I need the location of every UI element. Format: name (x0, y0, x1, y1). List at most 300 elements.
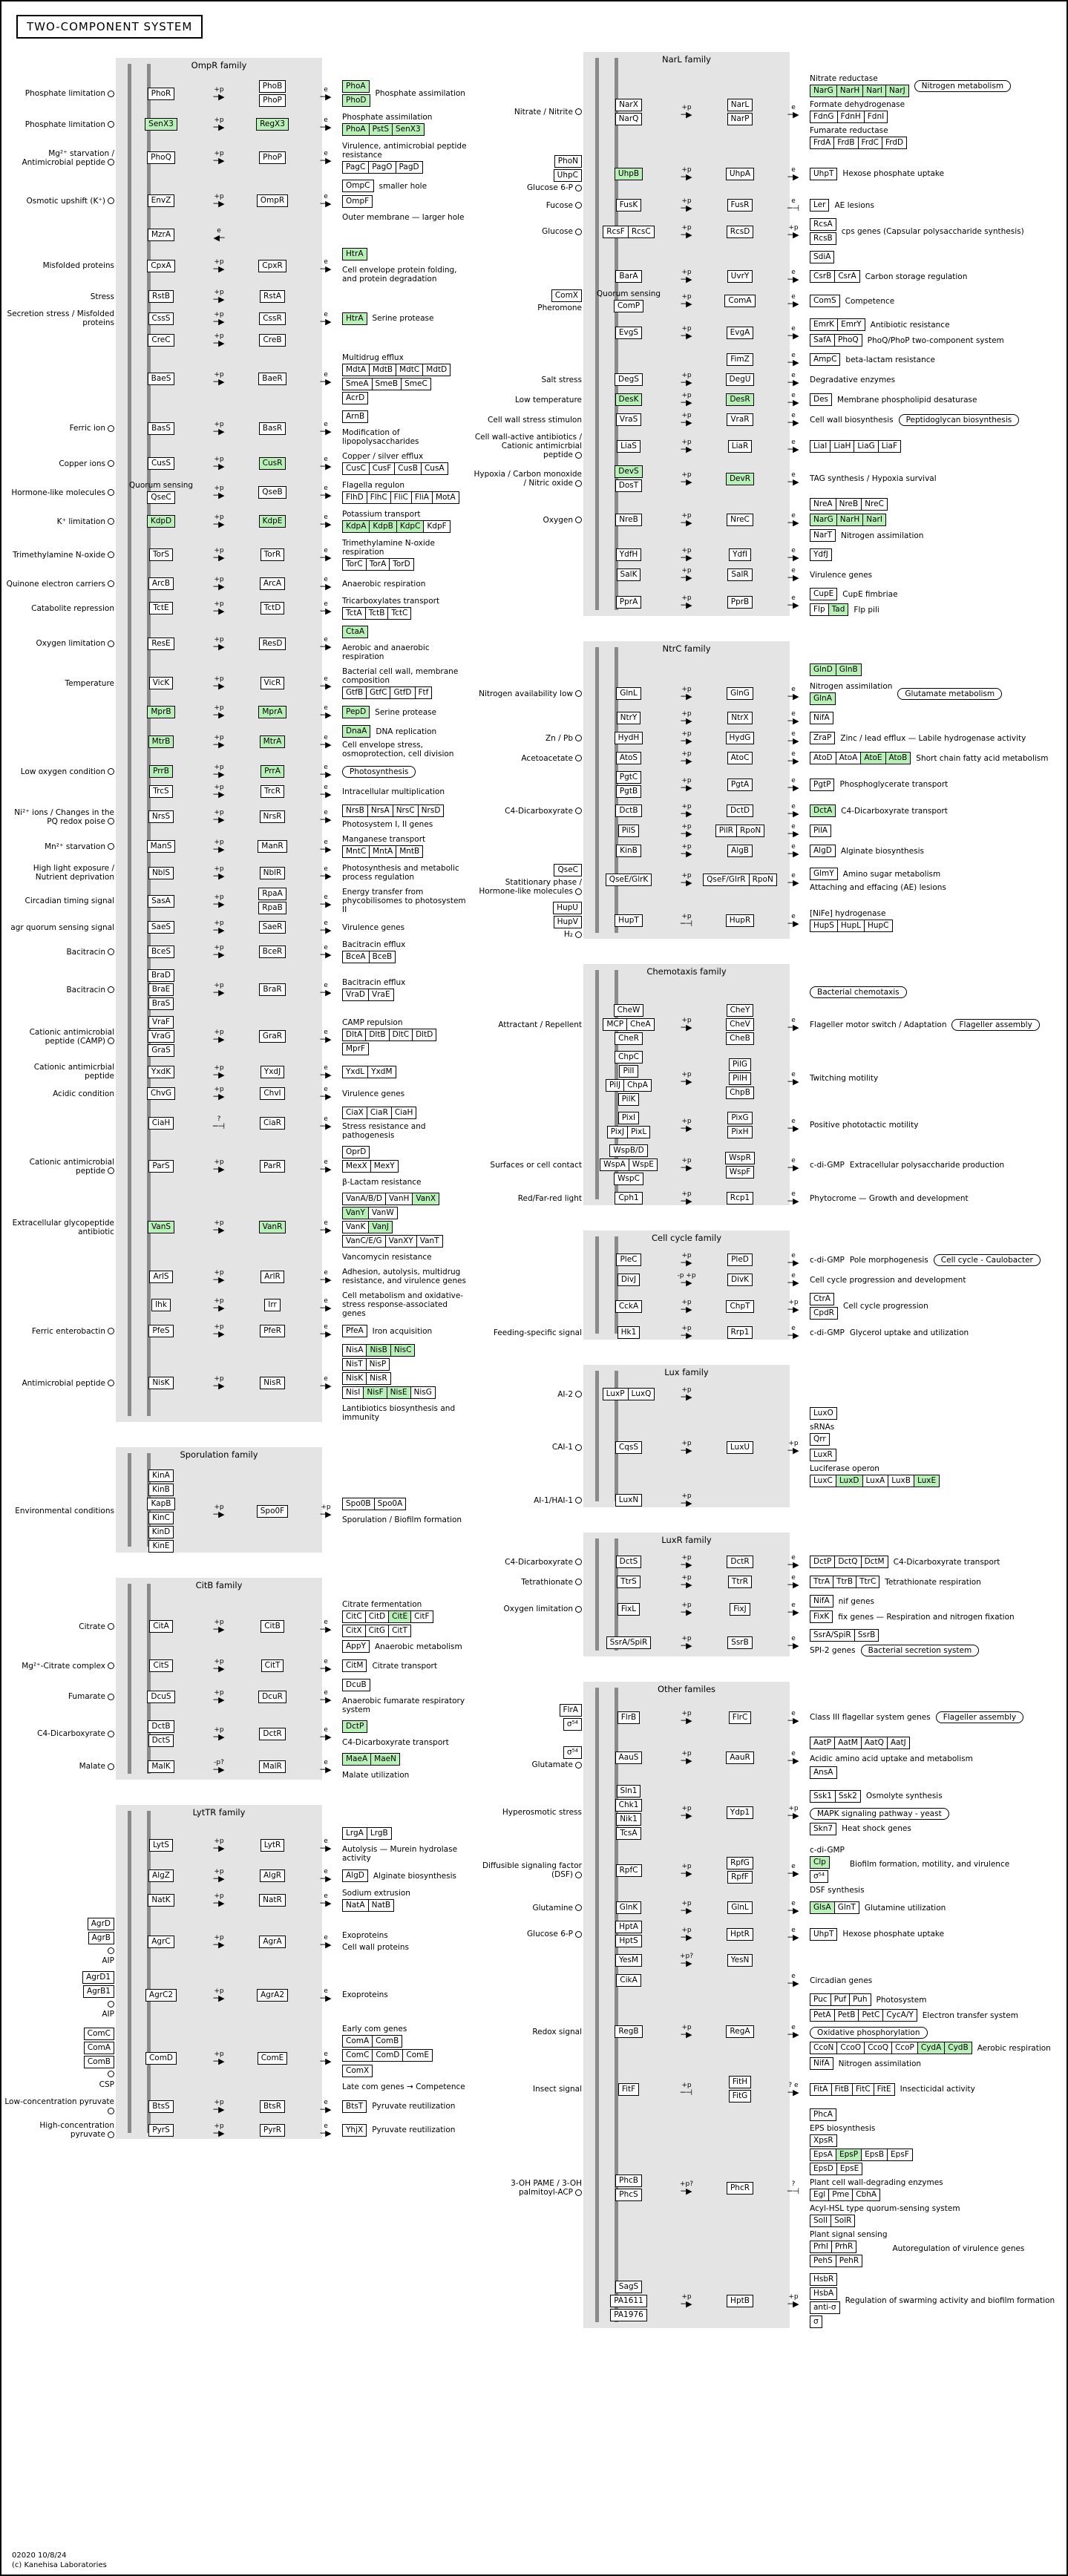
gene-box-vanr[interactable]: VanR (259, 1221, 286, 1233)
gene-box-pa1976[interactable]: PA1976 (610, 2309, 647, 2321)
gene-box-degs[interactable]: DegS (615, 373, 643, 386)
gene-box-fitc[interactable]: FitC (852, 2083, 874, 2096)
gene-box-rpff[interactable]: RpfF (727, 1871, 753, 1884)
gene-box-mprf[interactable]: MprF (342, 1043, 369, 1055)
gene-box-[interactable]: σ⁵⁴ (563, 1746, 582, 1759)
gene-box-sln1[interactable]: Sln1 (617, 1785, 641, 1797)
gene-box-phon[interactable]: PhoN (554, 155, 582, 168)
gene-box-pgta[interactable]: PgtA (727, 779, 753, 791)
gene-box-comc[interactable]: ComC (84, 2028, 114, 2040)
gene-box-prhi[interactable]: PrhI (810, 2241, 832, 2253)
gene-box-btsr[interactable]: BtsR (260, 2100, 285, 2113)
gene-box-acrd[interactable]: AcrD (342, 392, 368, 404)
gene-box-fita[interactable]: FitA (810, 2083, 832, 2096)
gene-box-clp[interactable]: Clp (810, 1856, 830, 1869)
gene-box-hptb[interactable]: HptB (727, 2295, 753, 2307)
gene-box-dcub[interactable]: DcuB (342, 1679, 370, 1691)
gene-box-epsa[interactable]: EpsA (810, 2149, 836, 2161)
gene-box-tora[interactable]: TorA (366, 558, 390, 571)
gene-box-dcta[interactable]: DctA (810, 804, 836, 817)
gene-box-cusb[interactable]: CusB (394, 462, 422, 475)
gene-box-agrc[interactable]: AgrC (148, 1936, 174, 1948)
gene-box-kdpd[interactable]: KdpD (147, 515, 175, 528)
gene-box-cusa[interactable]: CusA (421, 462, 448, 475)
gene-box-dctr[interactable]: DctR (727, 1556, 753, 1568)
gene-box-yesm[interactable]: YesM (615, 1954, 642, 1967)
gene-box-mntc[interactable]: MntC (342, 845, 370, 858)
gene-box-kinb[interactable]: KinB (148, 1484, 174, 1496)
gene-box-natk[interactable]: NatK (148, 1894, 174, 1907)
gene-box-kinb[interactable]: KinB (616, 845, 641, 857)
gene-box-rstb[interactable]: RstB (148, 290, 174, 303)
gene-box-fusk[interactable]: FusK (616, 199, 641, 212)
gene-box-frdc[interactable]: FrdC (858, 137, 882, 149)
gene-box-ttrs[interactable]: TtrS (617, 1576, 641, 1588)
gene-box-tcte[interactable]: TctE (149, 602, 172, 614)
gene-box-mexy[interactable]: MexY (370, 1160, 399, 1173)
gene-box-pgtc[interactable]: PgtC (616, 771, 641, 784)
gene-box-fixj[interactable]: FixJ (730, 1603, 750, 1616)
gene-box-kdpf[interactable]: KdpF (423, 520, 450, 533)
gene-box-cpdr[interactable]: CpdR (810, 1307, 838, 1320)
gene-box-crec[interactable]: CreC (148, 334, 174, 347)
gene-box-tctb[interactable]: TctB (365, 607, 389, 620)
gene-box-comb[interactable]: ComB (84, 2056, 114, 2068)
gene-box-divk[interactable]: DivK (727, 1274, 753, 1286)
gene-box-ihk[interactable]: Ihk (151, 1299, 171, 1311)
gene-box-pilr[interactable]: PilR (715, 825, 737, 837)
gene-box-liar[interactable]: LiaR (728, 440, 753, 453)
gene-box-phoa[interactable]: PhoA (342, 80, 370, 93)
gene-box-ntry[interactable]: NtrY (617, 712, 641, 724)
gene-box-nata[interactable]: NatA (342, 1899, 369, 1912)
gene-box-nari[interactable]: NarI (862, 85, 886, 97)
gene-box-hupv[interactable]: HupV (554, 916, 582, 928)
gene-box-safa[interactable]: SafA (810, 334, 835, 347)
gene-box-nisb[interactable]: NisB (366, 1344, 390, 1357)
gene-box-rpab[interactable]: RpaB (258, 902, 286, 914)
gene-box-wspc[interactable]: WspC (614, 1173, 643, 1185)
gene-box-uvry[interactable]: UvrY (727, 270, 753, 283)
gene-box-mans[interactable]: ManS (147, 840, 176, 853)
gene-box-plec[interactable]: PleC (616, 1253, 641, 1266)
gene-box-salr[interactable]: SalR (727, 568, 752, 581)
gene-box-hpts[interactable]: HptS (615, 1935, 641, 1947)
gene-box-atoc[interactable]: AtoC (727, 752, 753, 764)
gene-box-dctp[interactable]: DctP (342, 1720, 367, 1733)
gene-box-fimz[interactable]: FimZ (727, 353, 753, 366)
gene-box-ssrb[interactable]: SsrB (854, 1629, 879, 1642)
gene-box-spo0b[interactable]: Spo0B (342, 1498, 375, 1510)
gene-box-cssr[interactable]: CssR (259, 312, 286, 325)
gene-box-tad[interactable]: Tad (828, 603, 849, 616)
gene-box-cusc[interactable]: CusC (342, 462, 370, 475)
gene-box-pyrr[interactable]: PyrR (260, 2124, 285, 2137)
gene-box-nrea[interactable]: NreA (810, 498, 836, 511)
gene-box-narl[interactable]: NarL (727, 99, 753, 111)
gene-box-kinc[interactable]: KinC (148, 1512, 174, 1524)
gene-box-narp[interactable]: NarP (727, 113, 753, 125)
gene-box-chew[interactable]: CheW (614, 1004, 644, 1017)
gene-box-vank[interactable]: VanK (342, 1221, 369, 1233)
gene-box-saer[interactable]: SaeR (259, 921, 286, 934)
gene-box-sags[interactable]: SagS (615, 2281, 642, 2293)
gene-box-ssrb[interactable]: SsrB (727, 1636, 753, 1649)
gene-box-nifa[interactable]: NifA (810, 2057, 833, 2070)
gene-box-ftf[interactable]: Ftf (415, 686, 433, 699)
gene-box-rpon[interactable]: RpoN (749, 874, 777, 886)
gene-box-wspb-d[interactable]: WspB/D (609, 1144, 647, 1157)
gene-box-mnta[interactable]: MntA (369, 845, 396, 858)
gene-box-narg[interactable]: NarG (810, 85, 837, 97)
gene-box-hupr[interactable]: HupR (726, 914, 755, 927)
gene-box-ccoo[interactable]: CcoO (836, 2042, 865, 2054)
gene-box-wspa[interactable]: WspA (600, 1158, 629, 1171)
gene-box-hptr[interactable]: HptR (727, 1928, 753, 1941)
gene-box-atoe[interactable]: AtoE (860, 752, 885, 764)
gene-box-chk1[interactable]: Chk1 (615, 1799, 643, 1812)
gene-box-puc[interactable]: Puc (810, 1993, 831, 2006)
gene-box-oprd[interactable]: OprD (342, 1146, 370, 1158)
gene-box-qsef-glrr[interactable]: QseF/GlrR (703, 874, 749, 886)
gene-box-aatm[interactable]: AatM (834, 1737, 862, 1749)
gene-box-ssra-spir[interactable]: SsrA/SpiR (810, 1629, 855, 1642)
gene-box-nbls[interactable]: NblS (148, 867, 174, 879)
gene-box-dcus[interactable]: DcuS (147, 1691, 174, 1703)
gene-box-nrsd[interactable]: NrsD (418, 804, 445, 817)
gene-box-hupu[interactable]: HupU (553, 902, 582, 914)
gene-box-nisi[interactable]: NisI (342, 1386, 364, 1399)
gene-box-ttrb[interactable]: TtrB (833, 1576, 856, 1588)
gene-box-dnaa[interactable]: DnaA (342, 725, 370, 738)
gene-box-xpsr[interactable]: XpsR (810, 2134, 837, 2147)
gene-box-kdpc[interactable]: KdpC (396, 520, 425, 533)
gene-box-coma[interactable]: ComA (342, 2035, 373, 2048)
gene-box-glnl[interactable]: GlnL (616, 687, 641, 700)
gene-box-vrag[interactable]: VraG (148, 1030, 174, 1043)
gene-box-baer[interactable]: BaeR (258, 373, 286, 385)
gene-box-vicr[interactable]: VicR (261, 677, 285, 689)
gene-box-algd[interactable]: AlgD (342, 1869, 368, 1882)
gene-box-nreb[interactable]: NreB (615, 514, 642, 526)
gene-box-liai[interactable]: LiaI (810, 440, 831, 453)
gene-box-glnl[interactable]: GlnL (727, 1901, 753, 1914)
gene-box-uhpb[interactable]: UhpB (615, 168, 643, 180)
gene-box-nisk[interactable]: NisK (342, 1372, 367, 1385)
gene-box-pilg[interactable]: PilG (729, 1058, 751, 1071)
gene-box-bass[interactable]: BasS (148, 422, 174, 435)
gene-box-arca[interactable]: ArcA (260, 577, 285, 590)
gene-box-citt[interactable]: CitT (388, 1625, 411, 1637)
gene-box-arls[interactable]: ArlS (149, 1271, 172, 1283)
gene-box-bceb[interactable]: BceB (369, 951, 396, 963)
gene-box-nrec[interactable]: NreC (861, 498, 888, 511)
gene-box-natr[interactable]: NatR (259, 1894, 286, 1907)
gene-box-arnb[interactable]: ArnB (342, 410, 368, 423)
gene-box-flhc[interactable]: FlhC (367, 491, 391, 504)
gene-box-phoq[interactable]: PhoQ (834, 334, 862, 347)
gene-box-flra[interactable]: FlrA (560, 1704, 582, 1717)
gene-box-frda[interactable]: FrdA (810, 137, 834, 149)
gene-box-tctc[interactable]: TctC (387, 607, 411, 620)
gene-box-chpa[interactable]: ChpA (623, 1079, 652, 1092)
gene-box-pils[interactable]: PilS (618, 825, 640, 837)
gene-box-btss[interactable]: BtsS (148, 2100, 173, 2113)
gene-box-[interactable]: σ⁵⁴ (810, 1870, 828, 1883)
gene-box-pixl[interactable]: PixL (627, 1126, 650, 1138)
gene-box-ciar[interactable]: CiaR (260, 1117, 285, 1130)
gene-box-nblr[interactable]: NblR (260, 867, 286, 879)
gene-box-cite[interactable]: CitE (388, 1610, 411, 1623)
gene-box-algr[interactable]: AlgR (260, 1869, 285, 1882)
gene-box-pili[interactable]: PilI (619, 1065, 638, 1078)
gene-box-phca[interactable]: PhcA (810, 2108, 836, 2121)
gene-box-phoq[interactable]: PhoQ (147, 151, 175, 164)
gene-box-dcur[interactable]: DcuR (258, 1691, 286, 1703)
linked-pathway-pill-nitrogen-metabolism[interactable]: Nitrogen metabolism (914, 80, 1011, 92)
gene-box-nart[interactable]: NarT (810, 529, 836, 542)
gene-box-rega[interactable]: RegA (726, 2025, 753, 2038)
gene-box-dcts[interactable]: DctS (148, 1734, 174, 1747)
gene-box-luxd[interactable]: LuxD (836, 1475, 863, 1487)
gene-box-dctd[interactable]: DctD (727, 804, 753, 817)
gene-box-algd[interactable]: AlgD (810, 845, 836, 857)
gene-box-chvi[interactable]: ChvI (260, 1087, 284, 1100)
gene-box-torc[interactable]: TorC (342, 558, 367, 571)
gene-box-vanxy[interactable]: VanXY (385, 1235, 417, 1248)
gene-box-flic[interactable]: FliC (390, 491, 412, 504)
gene-box-nisr[interactable]: NisR (366, 1372, 391, 1385)
gene-box-pfer[interactable]: PfeR (260, 1325, 285, 1337)
gene-box-flp[interactable]: Flp (810, 603, 829, 616)
gene-box-atod[interactable]: AtoD (810, 752, 836, 764)
gene-box-dltb[interactable]: DltB (365, 1029, 389, 1041)
gene-box-fitf[interactable]: FitF (618, 2083, 639, 2096)
gene-box-agrd[interactable]: AgrD (88, 1918, 114, 1930)
gene-box-ciax[interactable]: CiaX (342, 1107, 367, 1119)
gene-box-dost[interactable]: DosT (615, 479, 642, 492)
gene-box-algb[interactable]: AlgB (727, 845, 753, 857)
gene-box-liaf[interactable]: LiaF (878, 440, 901, 453)
gene-box-ssk2[interactable]: Ssk2 (835, 1790, 861, 1803)
gene-box-glnk[interactable]: GlnK (616, 1901, 642, 1914)
gene-box-ydfj[interactable]: YdfJ (810, 548, 832, 561)
gene-box-des[interactable]: Des (810, 393, 832, 406)
gene-box-ccoq[interactable]: CcoQ (864, 2042, 892, 2054)
gene-box-kind[interactable]: KinD (148, 1526, 174, 1538)
gene-box-ccon[interactable]: CcoN (810, 2042, 837, 2054)
gene-box-hupc[interactable]: HupC (864, 920, 893, 932)
gene-box-hsba[interactable]: HsbA (810, 2287, 837, 2300)
gene-box-csss[interactable]: CssS (148, 312, 174, 325)
gene-box-vras[interactable]: VraS (616, 413, 642, 426)
gene-box-csra[interactable]: CsrA (834, 270, 859, 283)
gene-box-flia[interactable]: FliA (411, 491, 433, 504)
gene-box-ompf[interactable]: OmpF (342, 195, 373, 208)
gene-box-devs[interactable]: DevS (615, 465, 642, 478)
gene-box-fusr[interactable]: FusR (727, 199, 753, 212)
gene-box-cpxa[interactable]: CpxA (147, 260, 174, 272)
gene-box-comd[interactable]: ComD (145, 2052, 177, 2065)
gene-box-ompr[interactable]: OmpR (257, 194, 288, 207)
gene-box-pyrs[interactable]: PyrS (148, 2124, 174, 2137)
gene-box-nrsb[interactable]: NrsB (342, 804, 368, 817)
gene-box-mprb[interactable]: MprB (147, 706, 174, 718)
gene-box-glsa[interactable]: GlsA (810, 1901, 835, 1914)
gene-box-senx3[interactable]: SenX3 (392, 123, 425, 136)
gene-box-cita[interactable]: CitA (149, 1620, 173, 1633)
gene-box-qsec[interactable]: QseC (554, 864, 582, 876)
gene-box-evgs[interactable]: EvgS (615, 327, 642, 339)
gene-box-luxq[interactable]: LuxQ (628, 1388, 655, 1400)
gene-box-cuss[interactable]: CusS (148, 457, 174, 470)
gene-box-rpon[interactable]: RpoN (736, 825, 764, 837)
gene-box-envz[interactable]: EnvZ (148, 194, 175, 207)
gene-box-dltc[interactable]: DltC (389, 1029, 413, 1041)
gene-box-nreb[interactable]: NreB (836, 498, 862, 511)
gene-box-btst[interactable]: BtsT (342, 2100, 367, 2113)
gene-box-pa1611[interactable]: PA1611 (610, 2295, 647, 2307)
gene-box-gtfb[interactable]: GtfB (342, 686, 367, 699)
gene-box-maea[interactable]: MaeA (342, 1753, 371, 1766)
gene-box-fixl[interactable]: FixL (617, 1603, 640, 1616)
gene-box-puh[interactable]: Puh (849, 1993, 871, 2006)
gene-box-mntb[interactable]: MntB (396, 845, 423, 858)
gene-box-nist[interactable]: NisT (342, 1358, 367, 1371)
gene-box-dctq[interactable]: DctQ (834, 1556, 861, 1568)
gene-box-spo0a[interactable]: Spo0A (374, 1498, 407, 1510)
gene-box-luxa[interactable]: LuxA (862, 1475, 889, 1487)
linked-pathway-pill-glutamate-metabolism[interactable]: Glutamate metabolism (897, 688, 1002, 700)
gene-box-creb[interactable]: CreB (259, 334, 285, 347)
gene-box-luxo[interactable]: LuxO (810, 1407, 837, 1420)
gene-box-liag[interactable]: LiaG (854, 440, 878, 453)
gene-box-agra2[interactable]: AgrA2 (257, 1989, 288, 2002)
gene-box-rrp1[interactable]: Rrp1 (727, 1326, 753, 1339)
gene-box-kdpa[interactable]: KdpA (342, 520, 370, 533)
gene-box-narg[interactable]: NarG (810, 514, 837, 526)
gene-box-ttrc[interactable]: TtrC (856, 1576, 879, 1588)
gene-box-pila[interactable]: PilA (810, 825, 831, 837)
gene-box-glnd[interactable]: GlnD (810, 663, 836, 676)
gene-box-ppra[interactable]: PprA (616, 596, 642, 609)
gene-box-ampc[interactable]: AmpC (810, 353, 840, 366)
gene-box-lias[interactable]: LiaS (617, 440, 641, 453)
gene-box-narj[interactable]: NarJ (885, 85, 909, 97)
gene-box-trcs[interactable]: TrcS (149, 785, 172, 798)
gene-box-cusr[interactable]: CusR (259, 457, 286, 470)
gene-box-manr[interactable]: ManR (258, 840, 286, 853)
gene-box-vick[interactable]: VicK (149, 677, 174, 689)
gene-box-rcsb[interactable]: RcsB (810, 232, 836, 245)
gene-box-glnt[interactable]: GlnT (834, 1901, 859, 1914)
gene-box-senx3[interactable]: SenX3 (145, 118, 177, 131)
gene-box-puf[interactable]: Puf (831, 1993, 851, 2006)
gene-box-rcsa[interactable]: RcsA (810, 218, 836, 231)
gene-box-epse[interactable]: EpsE (836, 2163, 862, 2175)
gene-box-ciah[interactable]: CiaH (148, 1117, 174, 1130)
gene-box-smeb[interactable]: SmeB (372, 378, 402, 390)
gene-box-irr[interactable]: Irr (264, 1299, 281, 1311)
gene-box-fdng[interactable]: FdnG (810, 111, 838, 123)
gene-box-hk1[interactable]: Hk1 (617, 1326, 641, 1339)
gene-box-pagc[interactable]: PagC (342, 161, 369, 174)
gene-box-mcp[interactable]: MCP (603, 1018, 627, 1031)
gene-box-uhpc[interactable]: UhpC (554, 169, 582, 182)
gene-box-pme[interactable]: Pme (828, 2189, 853, 2201)
gene-box-arcb[interactable]: ArcB (148, 577, 174, 590)
gene-box-fitg[interactable]: FitG (729, 2090, 751, 2103)
gene-box-soli[interactable]: SolI (810, 2215, 831, 2227)
gene-box-arlr[interactable]: ArlR (261, 1271, 284, 1283)
gene-box-pepd[interactable]: PepD (342, 706, 370, 718)
gene-box-dctp[interactable]: DctP (810, 1556, 835, 1568)
gene-box-dlta[interactable]: DltA (342, 1029, 366, 1041)
gene-box-agra[interactable]: AgrA (259, 1936, 285, 1948)
gene-box-fixk[interactable]: FixK (810, 1610, 833, 1623)
gene-box-ttrr[interactable]: TtrR (728, 1576, 752, 1588)
gene-box-phcr[interactable]: PhcR (727, 2182, 753, 2195)
gene-box-cits[interactable]: CitS (149, 1659, 172, 1672)
gene-box-ctaa[interactable]: CtaA (342, 626, 368, 638)
gene-box-spo0f[interactable]: Spo0F (257, 1505, 288, 1518)
gene-box-pehs[interactable]: PehS (810, 2255, 836, 2267)
gene-box-emrk[interactable]: EmrK (810, 318, 838, 331)
gene-box-uhpa[interactable]: UhpA (726, 168, 754, 180)
gene-box-phop[interactable]: PhoP (259, 151, 286, 164)
linked-pathway-pill-photosynthesis[interactable]: Photosynthesis (342, 766, 416, 778)
gene-box-malk[interactable]: MalK (148, 1760, 174, 1773)
gene-box-agrb1[interactable]: AgrB1 (83, 1985, 114, 1998)
gene-box-prrb[interactable]: PrrB (149, 765, 173, 778)
gene-box-torr[interactable]: TorR (261, 548, 285, 561)
gene-box-frdd[interactable]: FrdD (882, 137, 907, 149)
gene-box-cydb[interactable]: CydB (944, 2042, 972, 2054)
gene-box-pilj[interactable]: PilJ (606, 1079, 624, 1092)
gene-box-prra[interactable]: PrrA (261, 765, 284, 778)
gene-box-vrad[interactable]: VraD (342, 989, 369, 1001)
gene-box-vraf[interactable]: VraF (148, 1016, 174, 1029)
gene-box-salk[interactable]: SalK (617, 568, 641, 581)
gene-box-qseb[interactable]: QseB (258, 486, 286, 499)
gene-box-tord[interactable]: TorD (389, 558, 413, 571)
gene-box-comx[interactable]: ComX (342, 2065, 373, 2077)
gene-box-fith[interactable]: FitH (729, 2076, 751, 2088)
gene-box-hsbr[interactable]: HsbR (810, 2273, 837, 2286)
gene-box-[interactable]: σ⁵⁴ (563, 1718, 582, 1731)
gene-box-vanj[interactable]: VanJ (368, 1221, 393, 1233)
gene-box-nisc[interactable]: NisC (390, 1344, 416, 1357)
gene-box-comc[interactable]: ComC (342, 2049, 373, 2062)
gene-box-mdta[interactable]: MdtA (342, 364, 370, 376)
gene-box-pgtp[interactable]: PgtP (810, 779, 834, 791)
gene-box-phop[interactable]: PhoP (259, 94, 286, 107)
gene-box-fitb[interactable]: FitB (831, 2083, 854, 2096)
gene-box-ydp1[interactable]: Ydp1 (727, 1806, 753, 1819)
gene-box-pixh[interactable]: PixH (727, 1126, 752, 1138)
gene-box-gtfc[interactable]: GtfC (366, 686, 390, 699)
gene-box-hupt[interactable]: HupT (615, 914, 643, 927)
gene-box-cqss[interactable]: CqsS (615, 1441, 642, 1454)
gene-box-atos[interactable]: AtoS (616, 752, 641, 764)
gene-box-baes[interactable]: BaeS (148, 373, 175, 385)
gene-box-yxdk[interactable]: YxdK (148, 1066, 174, 1078)
gene-box-cpxr[interactable]: CpxR (258, 260, 286, 272)
gene-box-kdpe[interactable]: KdpE (259, 515, 286, 528)
gene-box-comx[interactable]: ComX (551, 289, 582, 302)
gene-box-come[interactable]: ComE (402, 2049, 433, 2062)
gene-box-narq[interactable]: NarQ (615, 113, 643, 125)
